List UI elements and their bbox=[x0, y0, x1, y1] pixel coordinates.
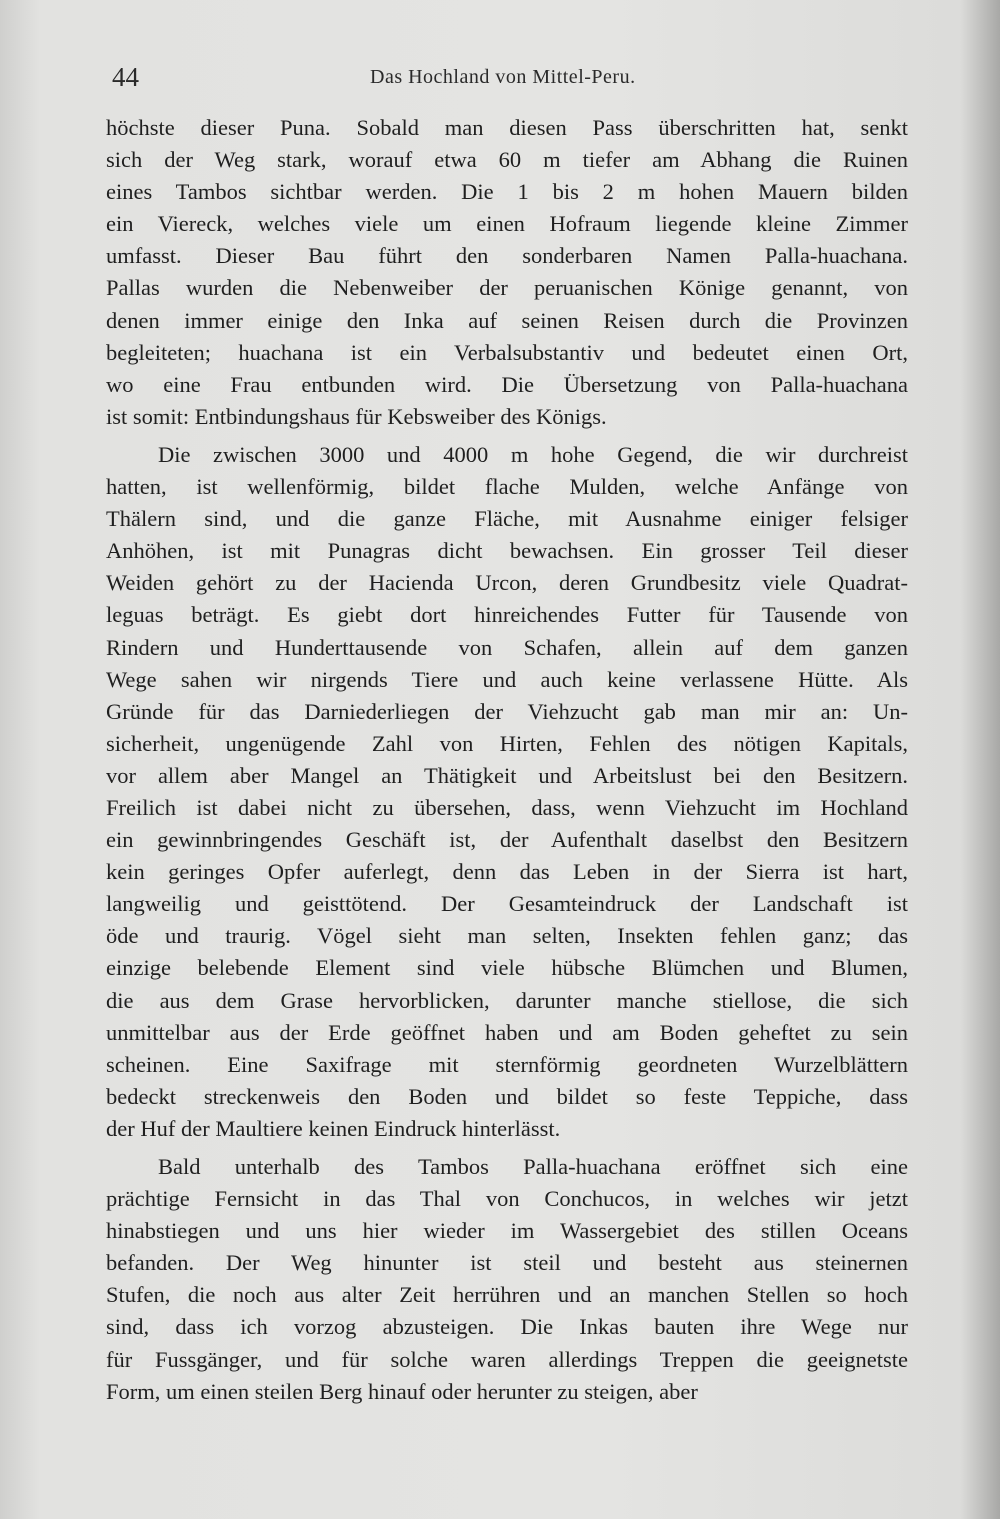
body-text bbox=[106, 112, 908, 1408]
text-line: Freilich ist dabei nicht zu übersehen, dass, wenn Viehzucht im Hochland bbox=[106, 794, 908, 820]
text-line: Gründe für das Darniederliegen der Viehzucht gab man mir an: Un- bbox=[106, 698, 908, 724]
text-line: scheinen. Eine Saxifrage mit sternförmig geordneten Wurzelblättern bbox=[106, 1051, 908, 1077]
text-line: langweilig und geisttötend. Der Gesamteindruck der Landschaft ist bbox=[106, 891, 908, 917]
text-line: umfasst. Dieser Bau führt den sonderbaren Namen Palla-huachana. bbox=[106, 243, 908, 269]
text-line: unmittelbar aus der Erde geöffnet haben und am Boden geheftet zu sein bbox=[106, 1019, 908, 1045]
paragraph bbox=[106, 439, 908, 1145]
text-line: ein gewinnbringendes Geschäft ist, der Aufenthalt daselbst den Besitzern bbox=[106, 827, 908, 853]
text-line: Weiden gehört zu der Hacienda Urcon, deren Grundbesitz viele Quadrat- bbox=[106, 570, 908, 596]
text-line: ein Viereck, welches viele um einen Hofraum liegende kleine Zimmer bbox=[106, 211, 908, 237]
text-line: höchste dieser Puna. Sobald man diesen Pass überschritten hat, senkt bbox=[106, 115, 908, 140]
text-line: Form, um einen steilen Berg hinauf oder herunter zu steigen, aber bbox=[106, 1378, 698, 1404]
text-line: ist somit: Entbindungshaus für Kebsweiber des Königs. bbox=[106, 403, 607, 429]
text-line: Wege sahen wir nirgends Tiere und auch keine verlassene Hütte. Als bbox=[106, 666, 908, 692]
running-title: Das Hochland von Mittel-Peru. bbox=[370, 66, 636, 88]
text-line: hinabstiegen und uns hier wieder im Wassergebiet des stillen Oceans bbox=[106, 1218, 908, 1244]
text-line: prächtige Fernsicht in das Thal von Conchucos, in welches wir jetzt bbox=[106, 1186, 908, 1212]
text-line: wo eine Frau entbunden wird. Die Übersetzung von Palla-huachana bbox=[106, 371, 908, 397]
text-line: denen immer einige den Inka auf seinen Reisen durch die Provinzen bbox=[106, 307, 908, 333]
text-line: für Fussgänger, und für solche waren allerdings Treppen die geeignetste bbox=[106, 1346, 908, 1372]
text-line: Die zwischen 3000 und 4000 m hohe Gegend, die wir durchreist bbox=[158, 441, 908, 467]
text-line: einzige belebende Element sind viele hübsche Blümchen und Blumen, bbox=[106, 955, 908, 981]
paragraph bbox=[106, 112, 908, 433]
text-line: öde und traurig. Vögel sieht man selten, Insekten fehlen ganz; das bbox=[106, 923, 908, 949]
text-line: sind, dass ich vorzog abzusteigen. Die Inkas bauten ihre Wege nur bbox=[106, 1314, 908, 1340]
text-line: eines Tambos sichtbar werden. Die 1 bis 2 m hohen Mauern bilden bbox=[106, 179, 908, 205]
page-number: 44 bbox=[112, 62, 139, 92]
text-line: sich der Weg stark, worauf etwa 60 m tiefer am Abhang die Ruinen bbox=[106, 147, 908, 173]
text-line: bedeckt streckenweis den Boden und bildet so feste Teppiche, dass bbox=[106, 1083, 908, 1109]
text-line: der Huf der Maultiere keinen Eindruck hinterlässt. bbox=[106, 1115, 561, 1141]
text-line: sicherheit, ungenügende Zahl von Hirten, Fehlen des nötigen Kapitals, bbox=[106, 730, 908, 756]
text-line: Stufen, die noch aus alter Zeit herrühren und an manchen Stellen so hoch bbox=[106, 1282, 908, 1308]
text-line: Thälern sind, und die ganze Fläche, mit Ausnahme einiger felsiger bbox=[106, 506, 908, 532]
page-header bbox=[112, 62, 912, 102]
text-line: Rindern und Hunderttausende von Schafen, allein auf dem ganzen bbox=[106, 634, 908, 660]
text-line: Anhöhen, ist mit Punagras dicht bewachsen. Ein grosser Teil dieser bbox=[106, 538, 908, 564]
text-line: kein geringes Opfer auferlegt, denn das Leben in der Sierra ist hart, bbox=[106, 859, 908, 885]
text-line: die aus dem Grase hervorblicken, darunter manche stiellose, die sich bbox=[106, 987, 908, 1013]
paragraph bbox=[106, 1151, 908, 1408]
text-line: begleiteten; huachana ist ein Verbalsubstantiv und bedeutet einen Ort, bbox=[106, 339, 908, 365]
text-line: leguas beträgt. Es giebt dort hinreichendes Futter für Tausende von bbox=[106, 602, 908, 628]
text-line: befanden. Der Weg hinunter ist steil und besteht aus steinernen bbox=[106, 1250, 908, 1276]
text-line: vor allem aber Mangel an Thätigkeit und Arbeitslust bei den Besitzern. bbox=[106, 762, 908, 788]
text-line: Pallas wurden die Nebenweiber der peruanischen Könige genannt, von bbox=[106, 275, 908, 301]
text-line: Bald unterhalb des Tambos Palla-huachana eröffnet sich eine bbox=[158, 1154, 908, 1179]
text-line: hatten, ist wellenförmig, bildet flache Mulden, welche Anfänge von bbox=[106, 474, 908, 500]
